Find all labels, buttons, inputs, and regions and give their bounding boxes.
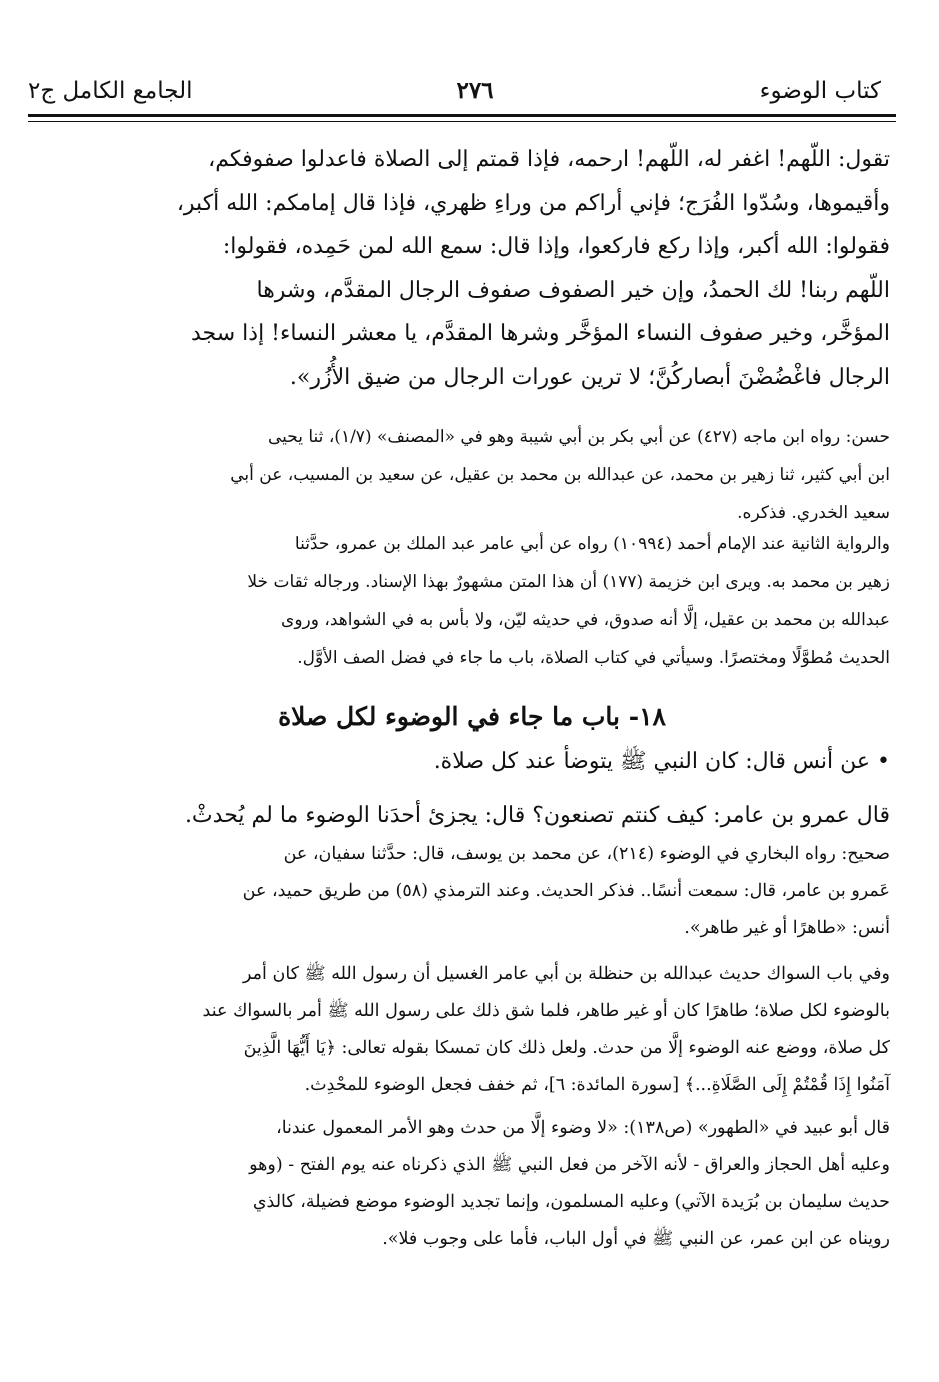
text-line: تقول: اللّهم! اغفر له، اللّهم! ارحمه، فإذا قمتم إلى الصلاة فاعدلوا صفوفكم، [208,147,890,172]
note-line: ابن أبي كثير، ثنا زهير بن محمد، عن عبدالله بن محمد بن عقيل، عن سعيد بن المسيب، عن أبي [230,465,890,485]
note-line: زهير بن محمد به. ويرى ابن خزيمة (١٧٧) أن هذا المتن مشهورٌ بهذا الإسناد. ورجاله ثقات خلا [247,572,890,592]
hadith-text-continuation [54,138,890,399]
note-line: عَمرو بن عامر، قال: سمعت أنسًا.. فذكر الحديث. وعند الترمذي (٥٨) من طريق حميد، عن [242,881,890,901]
text-line: الرجال فاغْضُضْنَ أبصاركُنَّ؛ لا ترين عورات الرجال من ضيق الأُزُر». [289,364,890,390]
note-line: رويناه عن ابن عمر، عن النبي ﷺ في أول الباب، فأما على وجوب فلا». [382,1229,890,1249]
commentary-siwak [54,956,890,1104]
note-line: قال أبو عبيد في «الطهور» (ص١٣٨): «لا وضوء إلَّا من حدث وهو الأمر المعمول عندنا، [276,1118,890,1138]
note-line: كل صلاة، ووضع عنه الوضوء إلَّا من حدث. ولعل ذلك كان تمسكا بقوله تعالى: ﴿يَا أَيُّهَا الَّذِينَ [243,1038,890,1058]
page-number: ٢٧٦ [456,77,494,104]
note-line: الحديث مُطوَّلًا ومختصرًا. وسيأتي في كتاب الصلاة، باب ما جاء في فضل الصف الأوَّل. [297,648,890,668]
text-line: المؤخَّر، وخير صفوف النساء المؤخَّر وشرها المقدَّم، يا معشر النساء! إذا سجد [190,321,890,346]
note-line: وفي باب السواك حديث عبدالله بن حنظلة بن أبي عامر الغسيل أن رسول الله ﷺ كان أمر [243,964,890,984]
hadith-line: قال عمرو بن عامر: كيف كنتم تصنعون؟ قال: يجزئ أحدَنا الوضوء ما لم يُحدثْ. [184,803,890,828]
text-line: وأقيموها، وسُدّوا الفُرَج؛ فإني أراكم من وراءِ ظهري، فإذا قال إمامكم: الله أكبر، [176,190,890,216]
section-heading: ١٨- باب ما جاء في الوضوء لكل صلاة [278,702,666,731]
commentary-abu-ubaid [54,1110,890,1258]
hadith-main [54,740,890,784]
takhrij-note-2 [54,525,890,677]
note-line: عبدالله بن محمد بن عقيل، إلَّا أنه صدوق، في حديثه ليّن، ولا بأس به في الشواهد، وروى [281,610,890,630]
note-line: سعيد الخدري. فذكره. [737,503,890,523]
note-line: حديث سليمان بن بُرَيدة الآتي) وعليه المسلمون، وإنما تجديد الوضوء موضع فضيلة، كالذي [252,1192,890,1212]
text-line: فقولوا: الله أكبر، وإذا ركع فاركعوا، وإذا قال: سمع الله لمن حَمِده، فقولوا: [222,234,890,259]
hadith-line: • عن أنس قال: كان النبي ﷺ يتوضأ عند كل صلاة. [433,749,890,774]
text-line: اللّهم ربنا! لك الحمدُ، وإن خير الصفوف صفوف الرجال المقدَّم، وشرها [256,277,890,303]
note-line: أنس: «طاهرًا أو غير طاهر». [684,918,890,938]
note-line: وعليه أهل الحجاز والعراق - لأنه الآخر من فعل النبي ﷺ الذي ذكرناه عنه يوم الفتح - (وهو [249,1155,890,1175]
note-line: صحيح: رواه البخاري في الوضوء (٢١٤)، عن محمد بن يوسف، قال: حدَّثنا سفيان، عن [283,844,890,864]
running-header-book: الجامع الكامل ج٢ [28,78,193,104]
header-rule-thick [28,114,896,117]
note-line: حسن: رواه ابن ماجه (٤٢٧) عن أبي بكر بن أبي شيبة وهو في «المصنف» (١/٧)، ثنا يحيى [267,427,890,447]
note-line: آمَنُوا إِذَا قُمْتُمْ إِلَى الصَّلَاةِ...﴾ [سورة المائدة: ٦]، ثم خفف فجعل الوضوء للمحْدِث. [304,1075,890,1095]
note-line: بالوضوء لكل صلاة؛ طاهرًا كان أو غير طاهر، فلما شق ذلك على رسول الله ﷺ أمر بالسواك عند [202,1001,890,1021]
takhrij-note-1 [54,418,890,532]
hadith-continuation [54,794,890,838]
running-header-chapter: كتاب الوضوء [759,78,881,104]
note-line: والرواية الثانية عند الإمام أحمد (١٠٩٩٤) رواه عن أبي عامر عبد الملك بن عمرو، حدَّثنا [294,534,890,554]
header-rule-thin [28,121,896,122]
takhrij-note-3 [54,836,890,947]
